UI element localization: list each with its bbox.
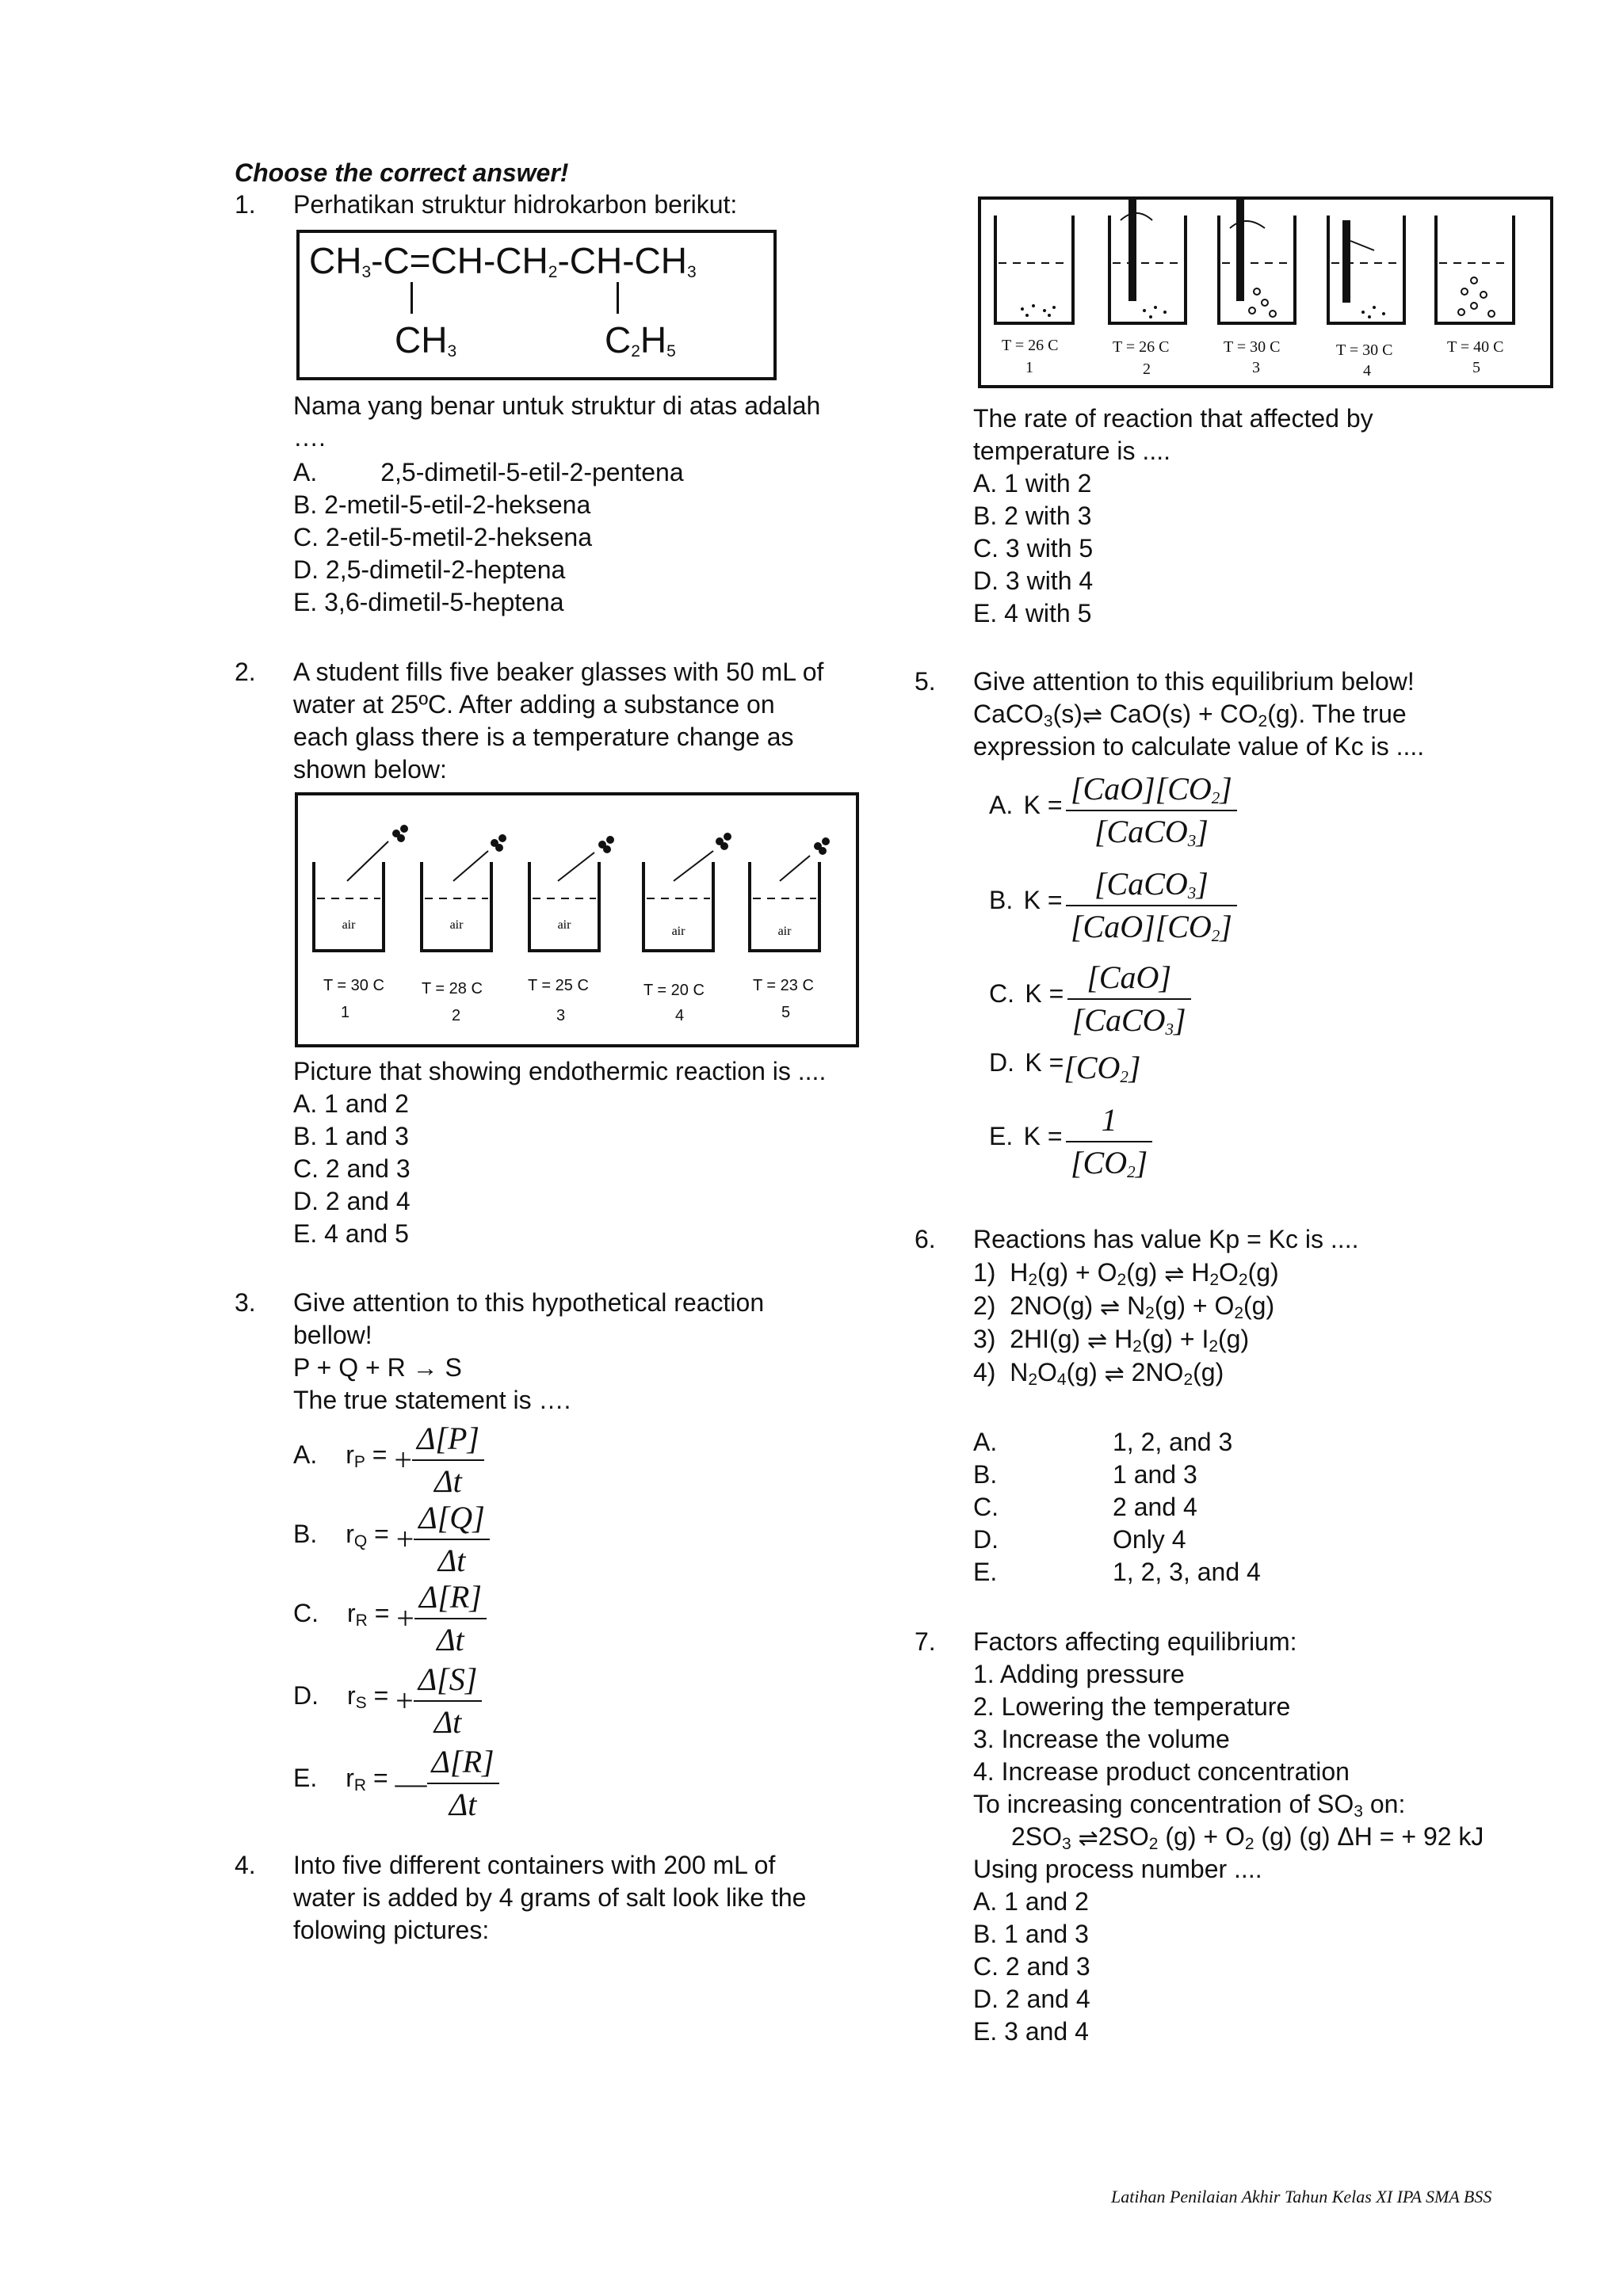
q1-prompt-line2: …. [293, 423, 326, 452]
q4-line: Into five different containers with 200 mL of [293, 1851, 776, 1879]
q3-option-a[interactable]: A. $r_P$ = + $\frac{\Delta[P]}{\Delta t}$ [293, 1418, 484, 1502]
beaker-number: 5 [1472, 359, 1480, 376]
beaker-1 [995, 215, 1073, 323]
beaker-temp: T = 30 C [323, 977, 384, 994]
stirrer [1236, 196, 1244, 301]
q4-line: folowing pictures: [293, 1916, 490, 1944]
q7-option-e[interactable]: E. 3 and 4 [973, 2017, 1089, 2046]
q7-question: Factors affecting equilibrium: [973, 1627, 1297, 1656]
q7-option-c[interactable]: C. 2 and 3 [973, 1952, 1090, 1981]
beaker-number: 2 [1143, 360, 1151, 378]
q5-option-a[interactable]: A. K = $\frac{[CaO][CO_2]}{[CaCO_3]}$ [989, 769, 1237, 852]
beaker-2 [1109, 196, 1186, 323]
q6-reaction-2: 2) 2NO(g) ⇌ $N_2(g) + O_2(g)$ [973, 1291, 1275, 1322]
beaker-number: 1 [1025, 359, 1033, 376]
beaker-temp: T = 20 C [643, 982, 705, 999]
q2-option-b[interactable]: B. 1 and 3 [293, 1122, 409, 1150]
equilibrium-arrow-icon: ⇌ [1078, 1825, 1098, 1852]
q5-option-b[interactable]: B. K = $\frac{[CaCO_3]}{[CaO][CO_2]}$ [989, 864, 1237, 948]
q4-line: water is added by 4 grams of salt look like the [293, 1883, 807, 1912]
q2-line: shown below: [293, 755, 447, 784]
q5-line1: Give attention to this equilibrium below! [973, 667, 1415, 696]
q7-factor: 1. Adding pressure [973, 1660, 1185, 1688]
q1-number: 1. [235, 190, 256, 219]
q5-option-c[interactable]: C. K = $\frac{\text{[CaO]}}{[CaCO_3]}$ [989, 957, 1191, 1041]
beaker-number: 3 [556, 1007, 566, 1024]
q7-using: Using process number .... [973, 1855, 1262, 1883]
beaker-temp: T = 28 C [422, 980, 483, 997]
q5-option-e[interactable]: E. K = $\frac{1}{[CO_2]}$ [989, 1100, 1152, 1184]
q1-option-d[interactable]: D. 2,5-dimetil-2-heptena [293, 555, 566, 584]
q4-prompt-line1: The rate of reaction that affected by [973, 404, 1373, 433]
beaker-temp: T = 30 C [1336, 341, 1393, 359]
q1-option-c[interactable]: C. 2-etil-5-metil-2-heksena [293, 523, 593, 551]
beaker-number: 4 [1363, 362, 1371, 379]
beaker-temp: T = 23 C [753, 977, 814, 994]
q2-line: each glass there is a temperature change as [293, 723, 794, 751]
q1-question: Perhatikan struktur hidrokarbon berikut: [293, 190, 738, 219]
beaker-4 [1328, 215, 1404, 323]
q6-option-b[interactable]: B. 1 and 3 [973, 1460, 1197, 1489]
bond-line [411, 282, 413, 314]
q1-prompt-line1: Nama yang benar untuk struktur di atas adalah [293, 391, 821, 420]
q7-number: 7. [915, 1627, 936, 1656]
page-footer: Latihan Penilaian Akhir Tahun Kelas XI IPA SMA BSS [1111, 2187, 1492, 2206]
beaker-number: 5 [781, 1004, 791, 1021]
q6-reaction-1: 1) $H_2(g) + O_2(g)$ ⇌ $H_2O_2(g)$ [973, 1258, 1279, 1289]
beaker-temp: T = 40 C [1447, 338, 1504, 356]
q7-factor: 4. Increase product concentration [973, 1757, 1350, 1786]
q3-reaction: P + Q + R → S [293, 1353, 462, 1382]
q3-number: 3. [235, 1288, 256, 1317]
figure-frame [296, 794, 857, 1046]
q4-number: 4. [235, 1851, 256, 1879]
beaker-1 [314, 825, 408, 951]
q3-option-e[interactable]: E. $r_R$ = — $\frac{\Delta[R]}{\Delta t}$ [293, 1741, 499, 1825]
beaker-number: 2 [452, 1007, 461, 1024]
q4-prompt-line2: temperature is .... [973, 437, 1170, 465]
q2-line: water at 25ºC. After adding a substance on [293, 690, 775, 719]
q7-line-to: To increasing concentration of $SO_3$ on: [973, 1790, 1406, 1821]
q3-line: Give attention to this hypothetical reaction [293, 1288, 765, 1317]
q3-line: The true statement is …. [293, 1386, 571, 1414]
q4-option-b[interactable]: B. 2 with 3 [973, 502, 1092, 530]
beaker-4 [643, 833, 731, 951]
q7-factor: 3. Increase the volume [973, 1725, 1230, 1753]
q4-option-e[interactable]: E. 4 with 5 [973, 599, 1092, 627]
beaker-temp: T = 25 C [528, 977, 589, 994]
beaker-number: 4 [675, 1007, 685, 1024]
q2-option-a[interactable]: A. 1 and 2 [293, 1089, 409, 1118]
beaker-2 [422, 834, 506, 951]
beaker-number: 1 [341, 1004, 350, 1021]
q2-option-e[interactable]: E. 4 and 5 [293, 1219, 409, 1248]
beaker-label: air [342, 918, 356, 932]
beaker-label: air [449, 918, 464, 932]
q6-option-c[interactable]: C. 2 and 4 [973, 1493, 1197, 1521]
q3-option-c[interactable]: C. $r_R$ = + $\frac{\Delta[R]}{\Delta t}$ [293, 1577, 487, 1661]
beaker-temp: T = 26 C [1002, 337, 1059, 354]
q7-option-a[interactable]: A. 1 and 2 [973, 1887, 1089, 1916]
beaker-label: air [557, 918, 571, 932]
q3-option-b[interactable]: B. $r_Q$ = + $\frac{\Delta[Q]}{\Delta t}$ [293, 1497, 490, 1581]
q7-factor: 2. Lowering the temperature [973, 1692, 1291, 1721]
stirrer [1342, 220, 1350, 303]
q6-question: Reactions has value Kp = Kc is .... [973, 1225, 1359, 1253]
q3-line: bellow! [293, 1321, 372, 1349]
beaker-5 [1436, 215, 1514, 323]
q1-option-e[interactable]: E. 3,6-dimetil-5-heptena [293, 588, 564, 616]
q2-option-c[interactable]: C. 2 and 3 [293, 1154, 411, 1183]
equilibrium-arrow-icon: ⇌ [1087, 1327, 1108, 1354]
q1-structure-main: $CH_3-C=CH-CH_2-CH-CH_3$ [309, 240, 697, 281]
beaker-temp: T = 30 C [1224, 338, 1281, 356]
q3-option-d[interactable]: D. $r_S$ = + $\frac{\Delta[S]}{\Delta t}$ [293, 1659, 482, 1743]
q1-structure-box [296, 230, 777, 380]
q1-substituent-methyl: $CH_3$ [395, 319, 457, 360]
q6-number: 6. [915, 1225, 936, 1253]
figure-frame [980, 198, 1552, 387]
q5-option-d[interactable]: D. $K =[CO_2]$ [989, 1048, 1141, 1086]
q6-option-d[interactable]: D. Only 4 [973, 1525, 1186, 1554]
beaker-3 [1219, 196, 1295, 323]
stirrer [1128, 196, 1136, 301]
equilibrium-arrow-icon: ⇌ [1082, 702, 1103, 729]
q4-option-c[interactable]: C. 3 with 5 [973, 534, 1094, 563]
equilibrium-arrow-icon: ⇌ [1100, 1294, 1121, 1321]
q5-equation: CaCO$_3$(s)⇌ $CaO(s) + CO_2(g)$. The true [973, 700, 1407, 730]
beaker-3 [529, 836, 614, 951]
q1-substituent-ethyl: $C_2H_5$ [605, 319, 676, 360]
q4-option-a[interactable]: A. 1 with 2 [973, 469, 1092, 498]
q6-option-a[interactable]: A. 1, 2, and 3 [973, 1428, 1233, 1456]
q6-reaction-3: 3) 2HI(g) ⇌ $H_2(g) + I_2(g)$ [973, 1325, 1250, 1356]
bond-line [617, 282, 619, 314]
beaker-number: 3 [1252, 359, 1260, 376]
beaker-label: air [671, 925, 685, 938]
q5-number: 5. [915, 667, 936, 696]
q2-number: 2. [235, 658, 256, 686]
equilibrium-arrow-icon: ⇌ [1104, 1360, 1125, 1387]
q2-option-d[interactable]: D. 2 and 4 [293, 1187, 411, 1215]
q6-reaction-4: 4) $N_2O_4(g)$ ⇌ $2NO_2(g)$ [973, 1358, 1224, 1389]
q6-option-e[interactable]: E. 1, 2, 3, and 4 [973, 1558, 1261, 1586]
q2-prompt: Picture that showing endothermic reaction is .... [293, 1057, 827, 1085]
equilibrium-arrow-icon: ⇌ [1164, 1261, 1185, 1287]
q1-option-b[interactable]: B. 2-metil-5-etil-2-heksena [293, 490, 591, 519]
q5-line3: expression to calculate value of Kc is .... [973, 732, 1425, 761]
instructions-heading: Choose the correct answer! [235, 158, 569, 187]
beaker-temp: T = 26 C [1113, 338, 1170, 356]
q7-option-b[interactable]: B. 1 and 3 [973, 1920, 1089, 1948]
beaker-5 [750, 837, 830, 951]
q4-beakers-figure [978, 196, 1553, 388]
q7-option-d[interactable]: D. 2 and 4 [973, 1985, 1090, 2013]
q1-option-a[interactable]: A. 2,5-dimetil-5-etil-2-pentena [293, 458, 684, 486]
beaker-label: air [777, 925, 792, 938]
q7-reaction: $2SO_3$ $\rightleftharpoons 2SO_2$ $(g) + O_2$ (g) (g) ΔH = + 92 kJ [1011, 1822, 1484, 1853]
q2-line: A student fills five beaker glasses with 50 mL of [293, 658, 824, 686]
q4-option-d[interactable]: D. 3 with 4 [973, 566, 1094, 595]
q2-beakers-figure [295, 792, 859, 1047]
